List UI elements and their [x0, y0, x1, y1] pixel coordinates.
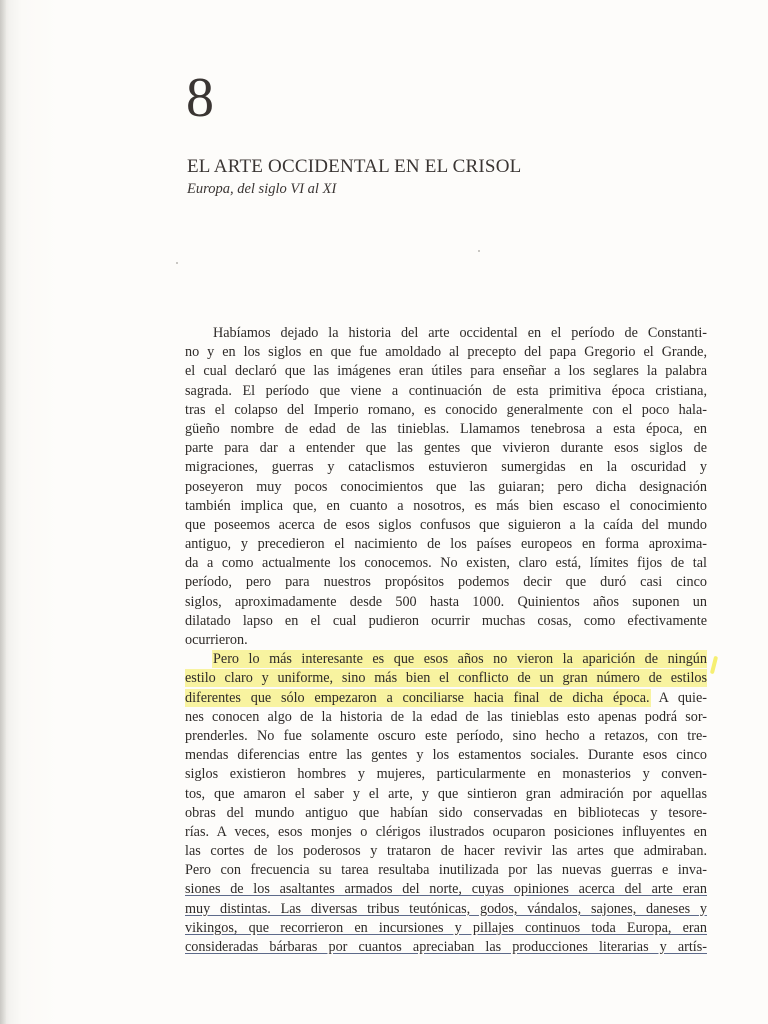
- line-text: sagrada. El período que viene a continuación de esta primitiva época cristiana,: [185, 382, 707, 399]
- text-line: [185, 880, 707, 899]
- text-line: [185, 324, 707, 343]
- line-text: antiguo, y precedieron el nacimiento de los países europeos en forma aproxima-: [185, 536, 707, 553]
- text-line: [185, 516, 707, 535]
- text-line: [185, 535, 707, 554]
- line-text: período, pero para nuestros propósitos podemos decir que duró casi cinco: [185, 574, 707, 591]
- line-text: obras del mundo antiguo que habían sido conservadas en bibliotecas y tesore-: [185, 804, 707, 821]
- line-text: güeño nombre de edad de las tinieblas. Llamamos tenebrosa a esta época, en: [185, 420, 707, 437]
- text-line: [185, 573, 707, 592]
- highlighted-text: estilo claro y uniforme, sino más bien el conflicto de un gran número de estilos: [185, 670, 707, 687]
- line-text: poseyeron muy pocos conocimientos que las guiaran; pero dicha designación: [185, 478, 707, 495]
- text-line: [185, 804, 707, 823]
- text-line: [185, 631, 707, 650]
- text-line: [185, 861, 707, 880]
- text-line: [185, 554, 707, 573]
- line-text: no y en los siglos en que fue amoldado al precepto del papa Gregorio el Grande,: [185, 344, 707, 361]
- text-line: [185, 785, 707, 804]
- text-line: [185, 401, 707, 420]
- line-text: mendas diferencias entre las gentes y los estamentos sociales. Durante esos cinco: [185, 747, 707, 764]
- underlined-text: muy distintas. Las diversas tribus teutónicas, godos, vándalos, sajones, daneses y: [185, 900, 707, 917]
- paper-speck: [478, 250, 480, 252]
- line-text: siglos existieron hombres y mujeres, particularmente en monasterios y conven-: [185, 766, 707, 783]
- highlighter-margin-mark: [710, 656, 718, 674]
- text-line: [185, 382, 707, 401]
- chapter-title: EL ARTE OCCIDENTAL EN EL CRISOL: [187, 156, 522, 177]
- line-text: las cortes de los poderosos y trataron de hacer revivir las artes que admiraban.: [185, 843, 707, 860]
- line-text: dilatado lapso en el cual pudieron ocurrir muchas cosas, como efectivamente: [185, 612, 707, 629]
- text-line: [185, 900, 707, 919]
- underlined-text: siones de los asaltantes armados del norte, cuyas opiniones acerca del arte eran: [185, 881, 707, 898]
- chapter-number: 8: [186, 67, 214, 129]
- line-text: A quie-: [649, 689, 707, 706]
- text-line: [185, 650, 707, 669]
- text-line: [185, 727, 707, 746]
- text-line: [185, 669, 707, 688]
- text-line: [185, 938, 707, 957]
- page-gutter-shadow: [0, 0, 6, 1024]
- text-line: [185, 765, 707, 784]
- line-text: tos, que amaron el saber y el arte, y que sintieron gran admiración por aquellas: [185, 785, 707, 802]
- line-text: el cual declaró que las imágenes eran útiles para enseñar a los seglares la palabra: [185, 363, 707, 380]
- text-line: [185, 458, 707, 477]
- text-line: [185, 919, 707, 938]
- text-line: [185, 689, 707, 708]
- text-line: [185, 439, 707, 458]
- text-line: [185, 823, 707, 842]
- underlined-text: consideradas bárbaras por cuantos apreciaban las producciones literarias y artís-: [185, 939, 707, 955]
- underlined-text: vikingos, que recorrieron en incursiones y pillajes continuos toda Europa, eran: [185, 919, 707, 936]
- text-line: [185, 497, 707, 516]
- line-text: ocurrieron.: [185, 632, 248, 648]
- chapter-subtitle: Europa, del siglo VI al XI: [187, 181, 337, 197]
- line-text: da a como actualmente los conocemos. No existen, claro está, límites fijos de tal: [185, 555, 707, 572]
- line-text: prenderles. No fue solamente oscuro este período, sino hecho a retazos, con tre-: [185, 727, 707, 744]
- line-text: también implica que, en cuanto a nosotros, es más bien escaso el conocimiento: [185, 497, 707, 514]
- text-line: [185, 343, 707, 362]
- text-line: [185, 612, 707, 631]
- line-text: tras el colapso del Imperio romano, es conocido generalmente con el poco hala-: [185, 401, 707, 418]
- text-line: [185, 842, 707, 861]
- line-text: nes conocen algo de la historia de la edad de las tinieblas esto apenas podrá sor-: [185, 708, 707, 725]
- text-line: [185, 708, 707, 727]
- text-line: [185, 478, 707, 497]
- text-line: [185, 746, 707, 765]
- line-text: parte para dar a entender que las gentes que vivieron durante esos siglos de: [185, 440, 707, 457]
- line-text: Pero con frecuencia su tarea resultaba inutilizada por las nuevas guerras e inva-: [185, 862, 707, 879]
- paper-speck: [176, 262, 178, 264]
- highlighted-text: Pero lo más interesante es que esos años no vieron la aparición de ningún: [213, 651, 707, 668]
- text-line: [185, 593, 707, 612]
- line-text: Habíamos dejado la historia del arte occidental en el período de Constanti-: [213, 325, 707, 341]
- line-text: que poseemos acerca de esos siglos confusos que siguieron a la caída del mundo: [185, 516, 707, 533]
- line-text: siglos, aproximadamente desde 500 hasta 1000. Quinientos años suponen un: [185, 593, 707, 610]
- highlighted-text: diferentes que sólo empezaron a conciliarse hacia final de dicha época.: [185, 689, 650, 706]
- body-text: [185, 324, 707, 957]
- line-text: rías. A veces, esos monjes o clérigos ilustrados ocuparon posiciones influyentes en: [185, 823, 707, 840]
- text-line: [185, 362, 707, 381]
- line-text: migraciones, guerras y cataclismos estuvieron sumergidas en la oscuridad y: [185, 459, 707, 476]
- text-line: [185, 420, 707, 439]
